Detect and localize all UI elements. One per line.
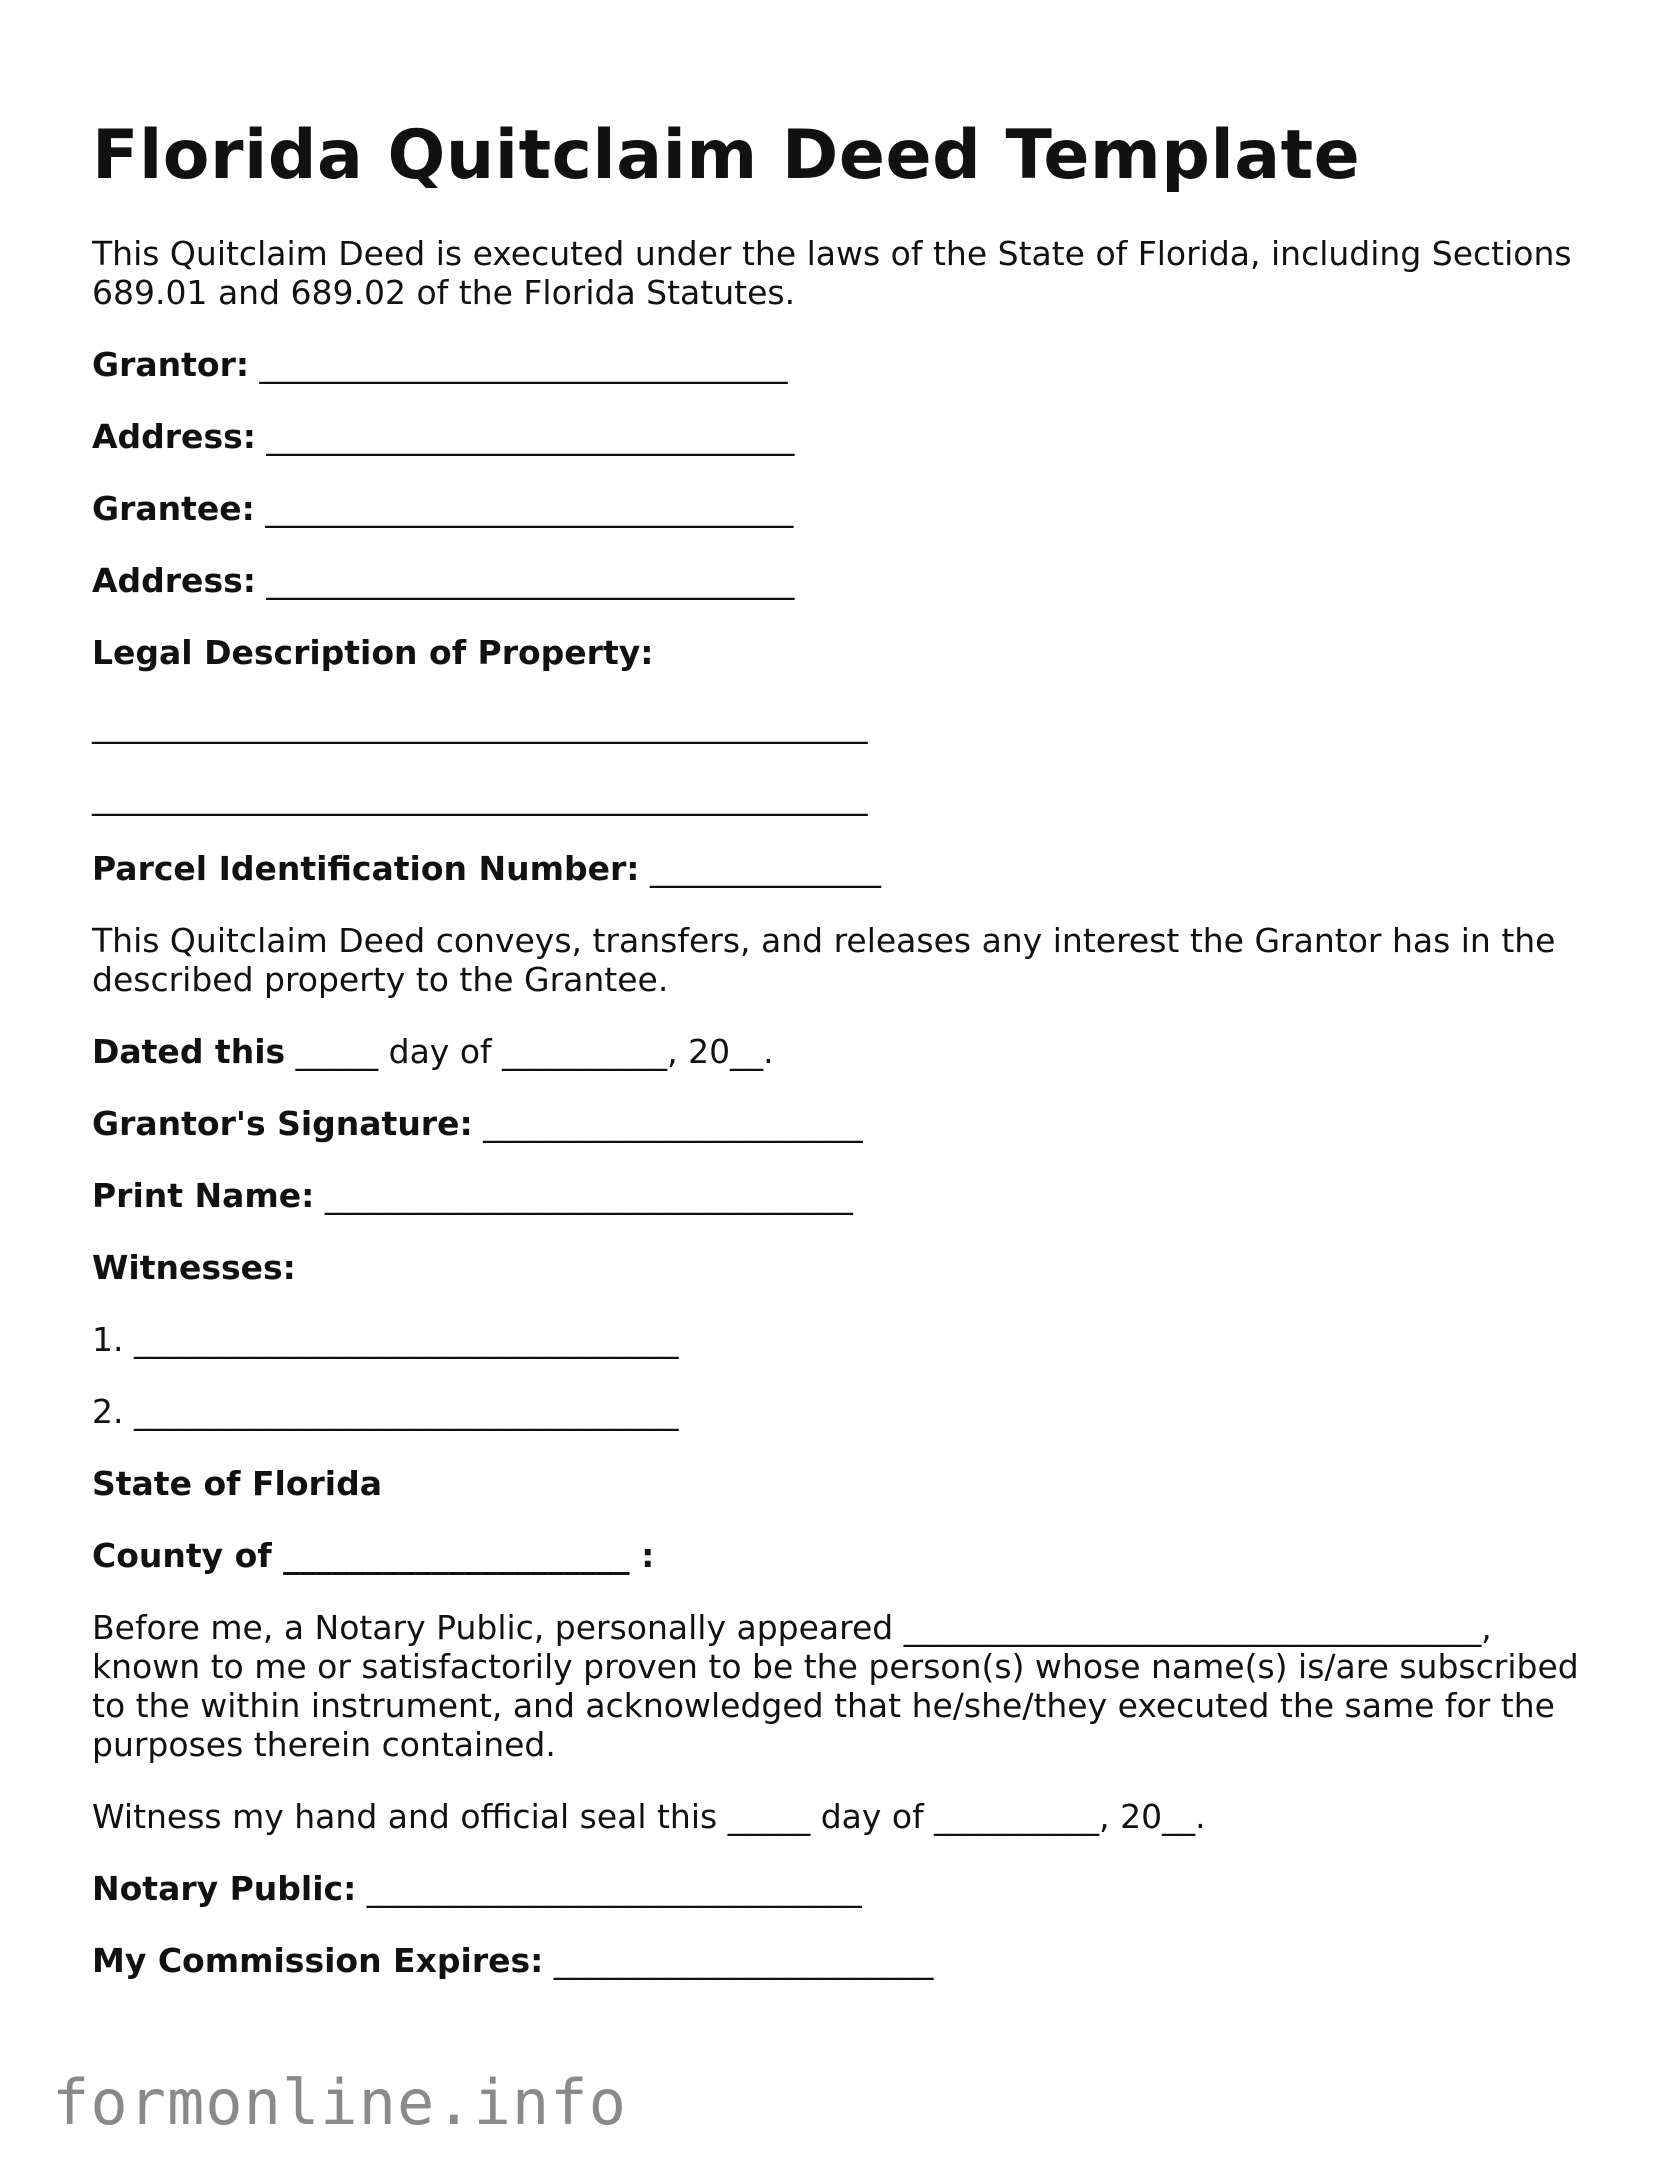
legal-description-label: Legal Description of Property: <box>92 633 654 672</box>
grantee-address-label: Address: <box>92 561 256 600</box>
grantee-label: Grantee: <box>92 489 255 528</box>
notary-acknowledgment-paragraph: Before me, a Notary Public, personally appeared ___________________________________, known to me or satisfactorily proven to be the person(s) whose name(s) is/are subscribed to the within instrument, and acknowledged that he/she/they executed the same for the purposes therein contained. <box>92 1608 1590 1764</box>
grantor-address-field <box>92 417 1592 456</box>
legal-description-line-2[interactable]: _______________________________________________ <box>92 777 868 816</box>
witness-line-2[interactable]: 2. _________________________________ <box>92 1392 679 1431</box>
witnesses-label: Witnesses: <box>92 1248 296 1287</box>
county-label: County of <box>92 1536 272 1575</box>
conveyance-paragraph: This Quitclaim Deed conveys, transfers, and releases any interest the Grantor has in the described property to the Grantee. <box>92 921 1566 999</box>
grantor-blank[interactable]: ________________________________ <box>249 345 788 384</box>
print-name-field <box>92 1176 1592 1215</box>
commission-expires-field <box>92 1941 1592 1980</box>
notary-public-field <box>92 1869 1592 1908</box>
grantor-address-blank[interactable]: ________________________________ <box>255 417 795 456</box>
county-blank[interactable]: _____________________ : <box>271 1536 655 1575</box>
state-heading: State of Florida <box>92 1464 382 1503</box>
grantor-label: Grantor: <box>92 345 250 384</box>
grantor-field <box>92 345 1592 384</box>
dated-blank[interactable]: _____ day of __________, 20__. <box>285 1032 774 1071</box>
grantee-field <box>92 489 1592 528</box>
parcel-id-blank[interactable]: ______________ <box>639 849 881 888</box>
document-page <box>92 112 1592 2013</box>
notary-public-label: Notary Public: <box>92 1869 357 1908</box>
commission-expires-label: My Commission Expires: <box>92 1941 544 1980</box>
grantor-signature-label: Grantor's Signature: <box>92 1104 473 1143</box>
witness-line-1[interactable]: 1. _________________________________ <box>92 1320 679 1359</box>
dated-label: Dated this <box>92 1032 286 1071</box>
dated-field <box>92 1032 1592 1071</box>
commission-expires-blank[interactable]: _______________________ <box>543 1941 934 1980</box>
grantor-signature-blank[interactable]: _______________________ <box>472 1104 863 1143</box>
notary-public-blank[interactable]: ______________________________ <box>356 1869 862 1908</box>
grantee-address-field <box>92 561 1592 600</box>
grantor-address-label: Address: <box>92 417 256 456</box>
document-title: Florida Quitclaim Deed Template <box>92 116 1361 195</box>
county-field <box>92 1536 1592 1575</box>
print-name-label: Print Name: <box>92 1176 315 1215</box>
witness-hand-paragraph: Witness my hand and official seal this _____ day of __________, 20__. <box>92 1797 1206 1836</box>
parcel-id-field <box>92 849 1592 888</box>
print-name-blank[interactable]: ________________________________ <box>314 1176 853 1215</box>
grantor-signature-field <box>92 1104 1592 1143</box>
watermark: formonline.info <box>52 2066 627 2139</box>
grantee-address-blank[interactable]: ________________________________ <box>255 561 795 600</box>
parcel-id-label: Parcel Identification Number: <box>92 849 640 888</box>
grantee-blank[interactable]: ________________________________ <box>254 489 794 528</box>
legal-description-line-1[interactable]: _______________________________________________ <box>92 705 868 744</box>
intro-paragraph: This Quitclaim Deed is executed under the laws of the State of Florida, including Sections 689.01 and 689.02 of the Florida Statutes. <box>92 234 1583 312</box>
